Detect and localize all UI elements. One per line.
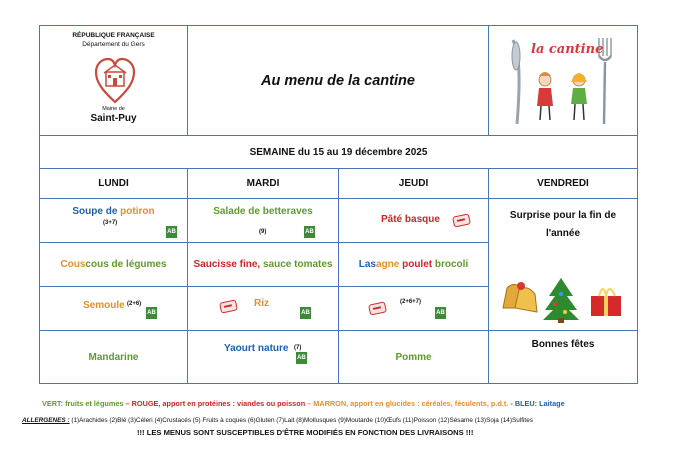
- r3-mardi-cell: [188, 287, 339, 331]
- cantine-logo-cell: [489, 26, 638, 136]
- riz-text: Riz: [254, 298, 269, 309]
- bio-label-icon: AB: [166, 226, 177, 238]
- allergen-code: (2+6): [127, 301, 142, 307]
- pomme-text: Pomme: [395, 351, 432, 363]
- bio-label-icon: AB: [296, 352, 307, 364]
- r1-vendredi-cell: [489, 199, 638, 331]
- day-header-lundi: LUNDI: [40, 169, 188, 199]
- bio-label-icon: AB: [300, 307, 311, 319]
- pate-text: Pâté basque: [381, 214, 440, 225]
- mairie-logo-cell: [40, 26, 188, 136]
- warning-text: !!! LES MENUS SONT SUSCEPTIBLES D'ÊTRE MODIFIÉS EN FONCTION DES LIVRAISONS !!!: [137, 428, 474, 437]
- salade-text: Salade de betteraves: [213, 206, 313, 217]
- republic-text: RÉPUBLIQUE FRANÇAISE: [72, 32, 155, 39]
- brocoli-text: brocoli: [434, 259, 469, 270]
- r2-jeudi-cell: [339, 243, 489, 287]
- allergens-line: [22, 417, 533, 424]
- department-text: Département du Gers: [82, 41, 145, 48]
- mairie-heart-icon: [94, 56, 136, 104]
- allergens-list: (1)Arachides (2)Blé (3)Céleri (4)Crustacés (5) Fruits à coques (6)Gluten (7)Lait (8)Mollusques (9)Moutarde (10)Œufs (11)Poisson (12)Sésame (13)Soja (14)Sulfites: [69, 417, 533, 424]
- legend-bleu: BLEU: Laitage: [514, 399, 565, 408]
- bonnes-fetes-text: Bonnes fêtes: [531, 339, 595, 350]
- r1-mardi-cell: [188, 199, 339, 243]
- day-header-vendredi: VENDREDI: [489, 169, 638, 199]
- cantine-logo-text: la cantine: [531, 42, 604, 57]
- legend-vert: VERT: fruits et légumes: [42, 399, 124, 408]
- sauce-text: sauce tomates: [263, 259, 333, 270]
- week-cell: [40, 136, 638, 169]
- r4-vendredi-cell: [489, 331, 638, 384]
- mairie-line: Mairie de: [102, 106, 125, 112]
- meat-icon: [368, 301, 387, 315]
- week-label: SEMAINE du 15 au 19 décembre 2025: [249, 146, 428, 158]
- r1-lundi-cell: [40, 199, 188, 243]
- lasagne-part-a: Las: [358, 259, 376, 270]
- menu-table: [39, 25, 638, 384]
- meat-icon: [219, 299, 238, 313]
- legend-sep: -: [508, 399, 515, 408]
- legend-sep: –: [123, 399, 132, 408]
- town-name: Saint-Puy: [90, 113, 137, 124]
- poulet-text: poulet: [402, 259, 435, 270]
- day-header-jeudi: JEUDI: [339, 169, 489, 199]
- page-title: Au menu de la cantine: [261, 72, 415, 89]
- potiron-text: potiron: [120, 206, 155, 217]
- couscous-part-b: cous de légumes: [85, 259, 167, 270]
- yaourt-text: Yaourt nature: [224, 343, 289, 354]
- allergens-label: ALLERGENES :: [22, 417, 70, 424]
- r2-mardi-cell: [188, 243, 339, 287]
- meat-icon: [452, 213, 471, 227]
- color-legend: [42, 399, 565, 408]
- couscous-part-a: Cous: [60, 259, 86, 270]
- allergen-code: (3+7): [103, 220, 118, 226]
- legend-marron: MARRON, apport en glucides : céréales, féculents, p.d.t.: [313, 399, 509, 408]
- title-cell: [188, 26, 489, 136]
- allergen-code: (9): [259, 229, 267, 235]
- bio-label-icon: AB: [304, 226, 315, 238]
- legend-rouge: ROUGE, apport en protéines : viandes ou poisson: [131, 399, 306, 408]
- r4-mardi-cell: [188, 331, 339, 384]
- surprise-text: Surprise pour la fin de l'année: [509, 210, 617, 239]
- semoule-text: Semoule: [83, 300, 125, 311]
- bio-label-icon: AB: [146, 307, 157, 319]
- r4-jeudi-cell: [339, 331, 489, 384]
- lasagne-part-b: agne: [375, 259, 403, 270]
- bio-label-icon: AB: [435, 307, 446, 319]
- allergen-code: (2+6+7): [400, 299, 422, 305]
- mandarine-text: Mandarine: [88, 351, 139, 363]
- saucisse-text: Saucisse fine,: [193, 259, 263, 270]
- soupe-text: Soupe de: [72, 206, 121, 217]
- christmas-decor-icon: [499, 276, 627, 324]
- r2-lundi-cell: [40, 243, 188, 287]
- r3-lundi-cell: [40, 287, 188, 331]
- r4-lundi-cell: [40, 331, 188, 384]
- day-header-mardi: MARDI: [188, 169, 339, 199]
- legend-sep: –: [305, 399, 314, 408]
- r1-jeudi-cell: [339, 199, 489, 243]
- allergen-code: (7): [294, 345, 302, 351]
- r3-jeudi-cell: [339, 287, 489, 331]
